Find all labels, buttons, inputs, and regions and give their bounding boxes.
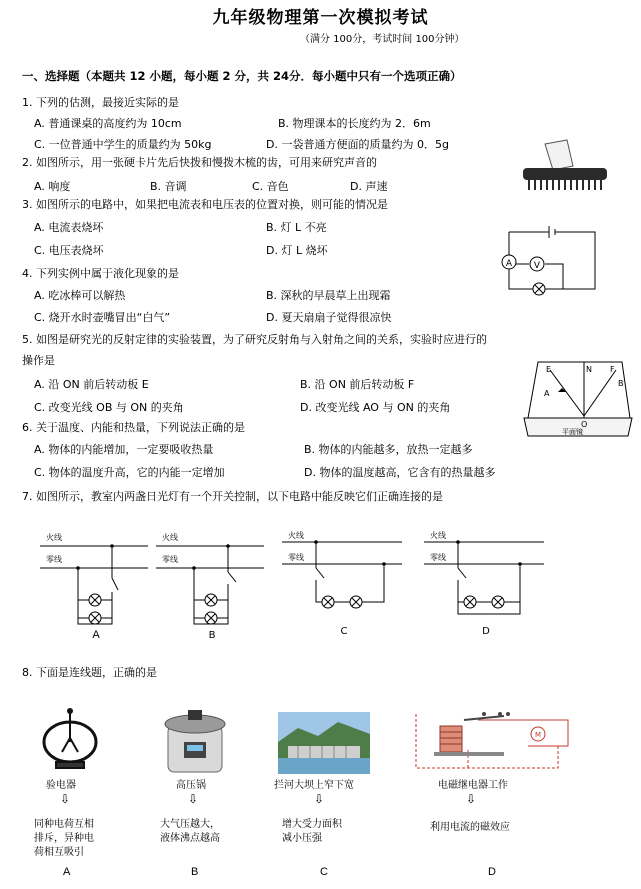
question-8-stem: 8. 下面是连线题，正确的是 bbox=[22, 666, 157, 679]
relay-diagram bbox=[408, 706, 586, 776]
q5-option-a: A. 沿 ON 前后转动板 E bbox=[34, 378, 149, 391]
live-wire-label: 火线 bbox=[430, 531, 446, 540]
q4-option-d: D. 夏天扇扇子觉得很凉快 bbox=[266, 311, 392, 324]
label-o: O bbox=[581, 420, 588, 429]
circuit-option-c bbox=[278, 528, 406, 642]
q4-option-c: C. 烧开水时壶嘴冒出“白气” bbox=[34, 311, 171, 324]
question-2-stem: 2. 如图所示，用一张硬卡片先后快拨和慢拨木梳的齿，可用来研究声音的 bbox=[22, 156, 377, 169]
comb-figure bbox=[515, 138, 610, 194]
question-4-stem: 4. 下列实例中属于液化现象的是 bbox=[22, 267, 179, 280]
ammeter-label: A bbox=[505, 259, 513, 269]
live-wire-label: 火线 bbox=[162, 533, 178, 542]
arrow-down-icon: ⇩ bbox=[314, 792, 325, 806]
q8-desc-b-1: 大气压越大， bbox=[160, 819, 220, 830]
motor-label: M bbox=[535, 731, 542, 739]
label-e: E bbox=[546, 365, 552, 374]
label-n: N bbox=[586, 365, 592, 374]
exam-info: （满分 100分，考试时间 100分钟） bbox=[300, 34, 465, 45]
q3-option-b: B. 灯 L 不亮 bbox=[266, 221, 327, 234]
question-1-stem: 1. 下列的估测，最接近实际的是 bbox=[22, 96, 179, 109]
q8-letter-a: A bbox=[63, 866, 71, 878]
arrow-down-icon: ⇩ bbox=[466, 792, 477, 806]
q1-option-c: C. 一位普通中学生的质量约为 50kg bbox=[34, 138, 212, 151]
question-6-stem: 6. 关于温度、内能和热量，下列说法正确的是 bbox=[22, 421, 245, 434]
arrow-down-icon: ⇩ bbox=[188, 792, 199, 806]
label-f: F bbox=[610, 365, 615, 374]
neutral-wire-label: 零线 bbox=[430, 553, 446, 562]
q8-desc-a-1: 同种电荷互相 bbox=[34, 819, 94, 830]
q1-option-b: B. 物理课本的长度约为 2．6m bbox=[278, 117, 431, 130]
q8-name-a: 验电器 bbox=[46, 780, 76, 791]
arrow-down-icon: ⇩ bbox=[60, 792, 71, 806]
question-7-stem: 7. 如图所示，教室内两盏日光灯有一个开关控制，以下电路中能反映它们正确连接的是 bbox=[22, 490, 443, 503]
q8-desc-d-1: 利用电流的磁效应 bbox=[430, 822, 510, 833]
q6-option-a: A. 物体的内能增加，一定要吸收热量 bbox=[34, 443, 214, 456]
circuit-letter: B bbox=[208, 630, 216, 641]
question-3-stem: 3. 如图所示的电路中，如果把电流表和电压表的位置对换，则可能的情况是 bbox=[22, 198, 388, 211]
circuit-letter: D bbox=[482, 626, 490, 637]
q8-letter-d: D bbox=[488, 866, 496, 878]
neutral-wire-label: 零线 bbox=[288, 553, 304, 562]
q8-name-c: 拦河大坝上窄下宽 bbox=[274, 780, 354, 791]
reflection-figure bbox=[522, 356, 636, 444]
live-wire-label: 火线 bbox=[288, 531, 304, 540]
electroscope-image bbox=[34, 708, 104, 770]
neutral-wire-label: 零线 bbox=[162, 555, 178, 564]
circuit-letter: C bbox=[340, 626, 348, 637]
mirror-caption: 平面镜 bbox=[562, 428, 583, 436]
q4-option-a: A. 吃冰棒可以解热 bbox=[34, 289, 126, 302]
q6-option-b: B. 物体的内能越多，放热一定越多 bbox=[304, 443, 473, 456]
meter-circuit-figure bbox=[495, 222, 607, 300]
pressure-cooker-image bbox=[158, 708, 232, 774]
question-5-stem: 5. 如图是研究光的反射定律的实验装置，为了研究反射角与入射角之间的关系，实验时应进行的 bbox=[22, 333, 487, 346]
section-heading: 一、选择题（本题共 12 小题，每小题 2 分，共 24分．每小题中只有一个选项正确） bbox=[22, 69, 462, 83]
q8-letter-c: C bbox=[320, 866, 328, 878]
q5-option-d: D. 改变光线 AO 与 ON 的夹角 bbox=[300, 401, 451, 414]
circuit-letter: A bbox=[92, 629, 100, 641]
q8-desc-c-1: 增大受力面积 bbox=[282, 819, 342, 830]
q2-option-c: C. 音色 bbox=[252, 180, 289, 193]
q8-desc-b-2: 液体沸点越高 bbox=[160, 833, 220, 844]
q8-letter-b: B bbox=[191, 866, 199, 878]
q8-name-d: 电磁继电器工作 bbox=[438, 780, 508, 791]
circuit-option-a bbox=[40, 528, 152, 642]
q8-desc-c-2: 减小压强 bbox=[282, 833, 322, 844]
q5-option-b: B. 沿 ON 前后转动板 F bbox=[300, 378, 415, 391]
q5-option-c: C. 改变光线 OB 与 ON 的夹角 bbox=[34, 401, 184, 414]
q2-option-a: A. 响度 bbox=[34, 180, 71, 193]
q3-option-c: C. 电压表烧坏 bbox=[34, 244, 104, 257]
q1-option-a: A. 普通课桌的高度约为 10cm bbox=[34, 117, 182, 130]
label-b: B bbox=[618, 379, 624, 388]
q2-option-b: B. 音调 bbox=[150, 180, 187, 193]
live-wire-label: 火线 bbox=[46, 533, 62, 542]
q8-desc-a-3: 荷相互吸引 bbox=[34, 847, 84, 858]
circuit-option-d bbox=[420, 528, 548, 642]
label-a: A bbox=[544, 389, 550, 398]
voltmeter-label: V bbox=[533, 261, 541, 271]
q2-option-d: D. 声速 bbox=[350, 180, 388, 193]
q3-option-d: D. 灯 L 烧坏 bbox=[266, 244, 328, 257]
circuit-option-b bbox=[156, 528, 268, 642]
q8-desc-a-2: 排斥，异种电 bbox=[34, 833, 94, 844]
q4-option-b: B. 深秋的早晨草上出现霜 bbox=[266, 289, 391, 302]
page-title: 九年级物理第一次模拟考试 bbox=[212, 8, 429, 28]
q6-option-d: D. 物体的温度越高，它含有的热量越多 bbox=[304, 466, 496, 479]
neutral-wire-label: 零线 bbox=[46, 555, 62, 564]
q3-option-a: A. 电流表烧坏 bbox=[34, 221, 104, 234]
q6-option-c: C. 物体的温度升高，它的内能一定增加 bbox=[34, 466, 225, 479]
question-5-stem-cont: 操作是 bbox=[22, 354, 55, 367]
dam-photo bbox=[278, 712, 370, 774]
q8-name-b: 高压锅 bbox=[176, 780, 206, 791]
q1-option-d: D. 一袋普通方便面的质量约为 0．5g bbox=[266, 138, 449, 151]
